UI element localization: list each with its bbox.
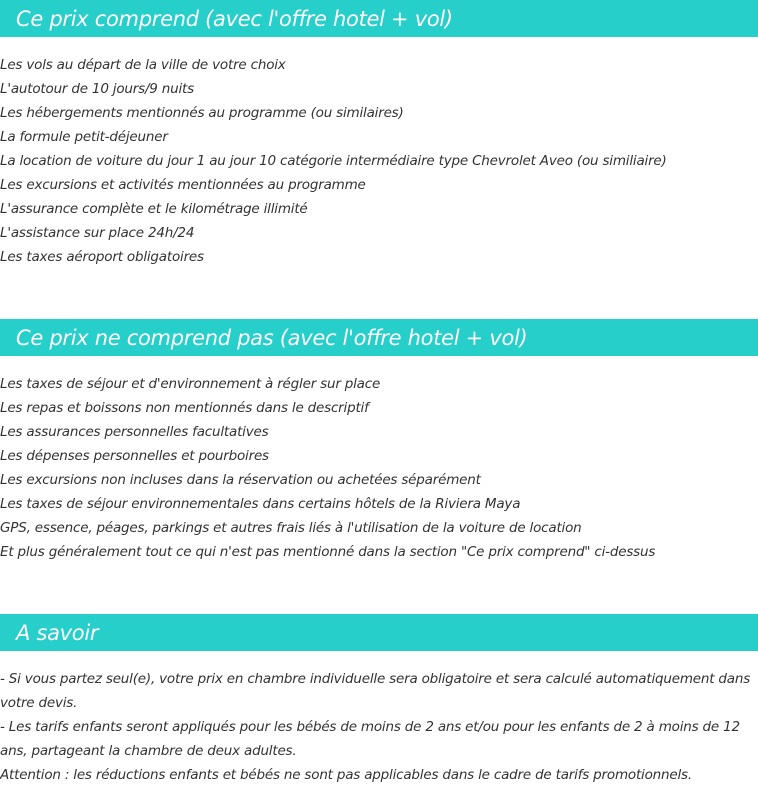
list-item: Les taxes aéroport obligatoires [0, 249, 204, 265]
section-title: Ce prix ne comprend pas (avec l'offre hotel + vol) [16, 325, 528, 350]
list-item: L'autotour de 10 jours/9 nuits [0, 81, 194, 97]
section-header-not-included [0, 319, 758, 356]
list-item: Et plus généralement tout ce qui n'est pas mentionné dans la section "Ce prix comprend" ci-dessus [0, 544, 656, 560]
list-item: Les excursions non incluses dans la réservation ou achetées séparément [0, 472, 481, 488]
list-item: Les taxes de séjour et d'environnement à régler sur place [0, 376, 381, 392]
a-savoir-notes [0, 667, 756, 787]
list-item: Les vols au départ de la ville de votre choix [0, 57, 286, 73]
list-item: La location de voiture du jour 1 au jour 10 catégorie intermédiaire type Chevrolet Aveo (ou similiaire) [0, 153, 667, 169]
section-title: Ce prix comprend (avec l'offre hotel + vol) [16, 6, 453, 31]
list-item: Les hébergements mentionnés au programme (ou similaires) [0, 105, 404, 121]
list-item: L'assistance sur place 24h/24 [0, 225, 195, 241]
list-item: Les repas et boissons non mentionnés dans le descriptif [0, 400, 369, 416]
note-paragraph: - Si vous partez seul(e), votre prix en chambre individuelle sera obligatoire et sera calculé automatiquement dans votre devis. [0, 671, 751, 711]
list-item: Les taxes de séjour environnementales dans certains hôtels de la Riviera Maya [0, 496, 521, 512]
section-title: A savoir [16, 620, 99, 645]
list-item: La formule petit-déjeuner [0, 129, 168, 145]
note-paragraph: Attention : les réductions enfants et bébés ne sont pas applicables dans le cadre de tarifs promotionnels. [0, 767, 692, 783]
list-item: GPS, essence, péages, parkings et autres frais liés à l'utilisation de la voiture de location [0, 520, 582, 536]
included-list [0, 53, 667, 269]
section-header-a-savoir [0, 614, 758, 651]
list-item: Les assurances personnelles facultatives [0, 424, 269, 440]
list-item: Les excursions et activités mentionnées au programme [0, 177, 366, 193]
section-header-included [0, 0, 758, 37]
not-included-list [0, 372, 655, 564]
list-item: L'assurance complète et le kilométrage illimité [0, 201, 308, 217]
note-paragraph: - Les tarifs enfants seront appliqués pour les bébés de moins de 2 ans et/ou pour les enfants de 2 à moins de 12 ans, partageant la chambre de deux adultes. [0, 719, 740, 759]
list-item: Les dépenses personnelles et pourboires [0, 448, 269, 464]
